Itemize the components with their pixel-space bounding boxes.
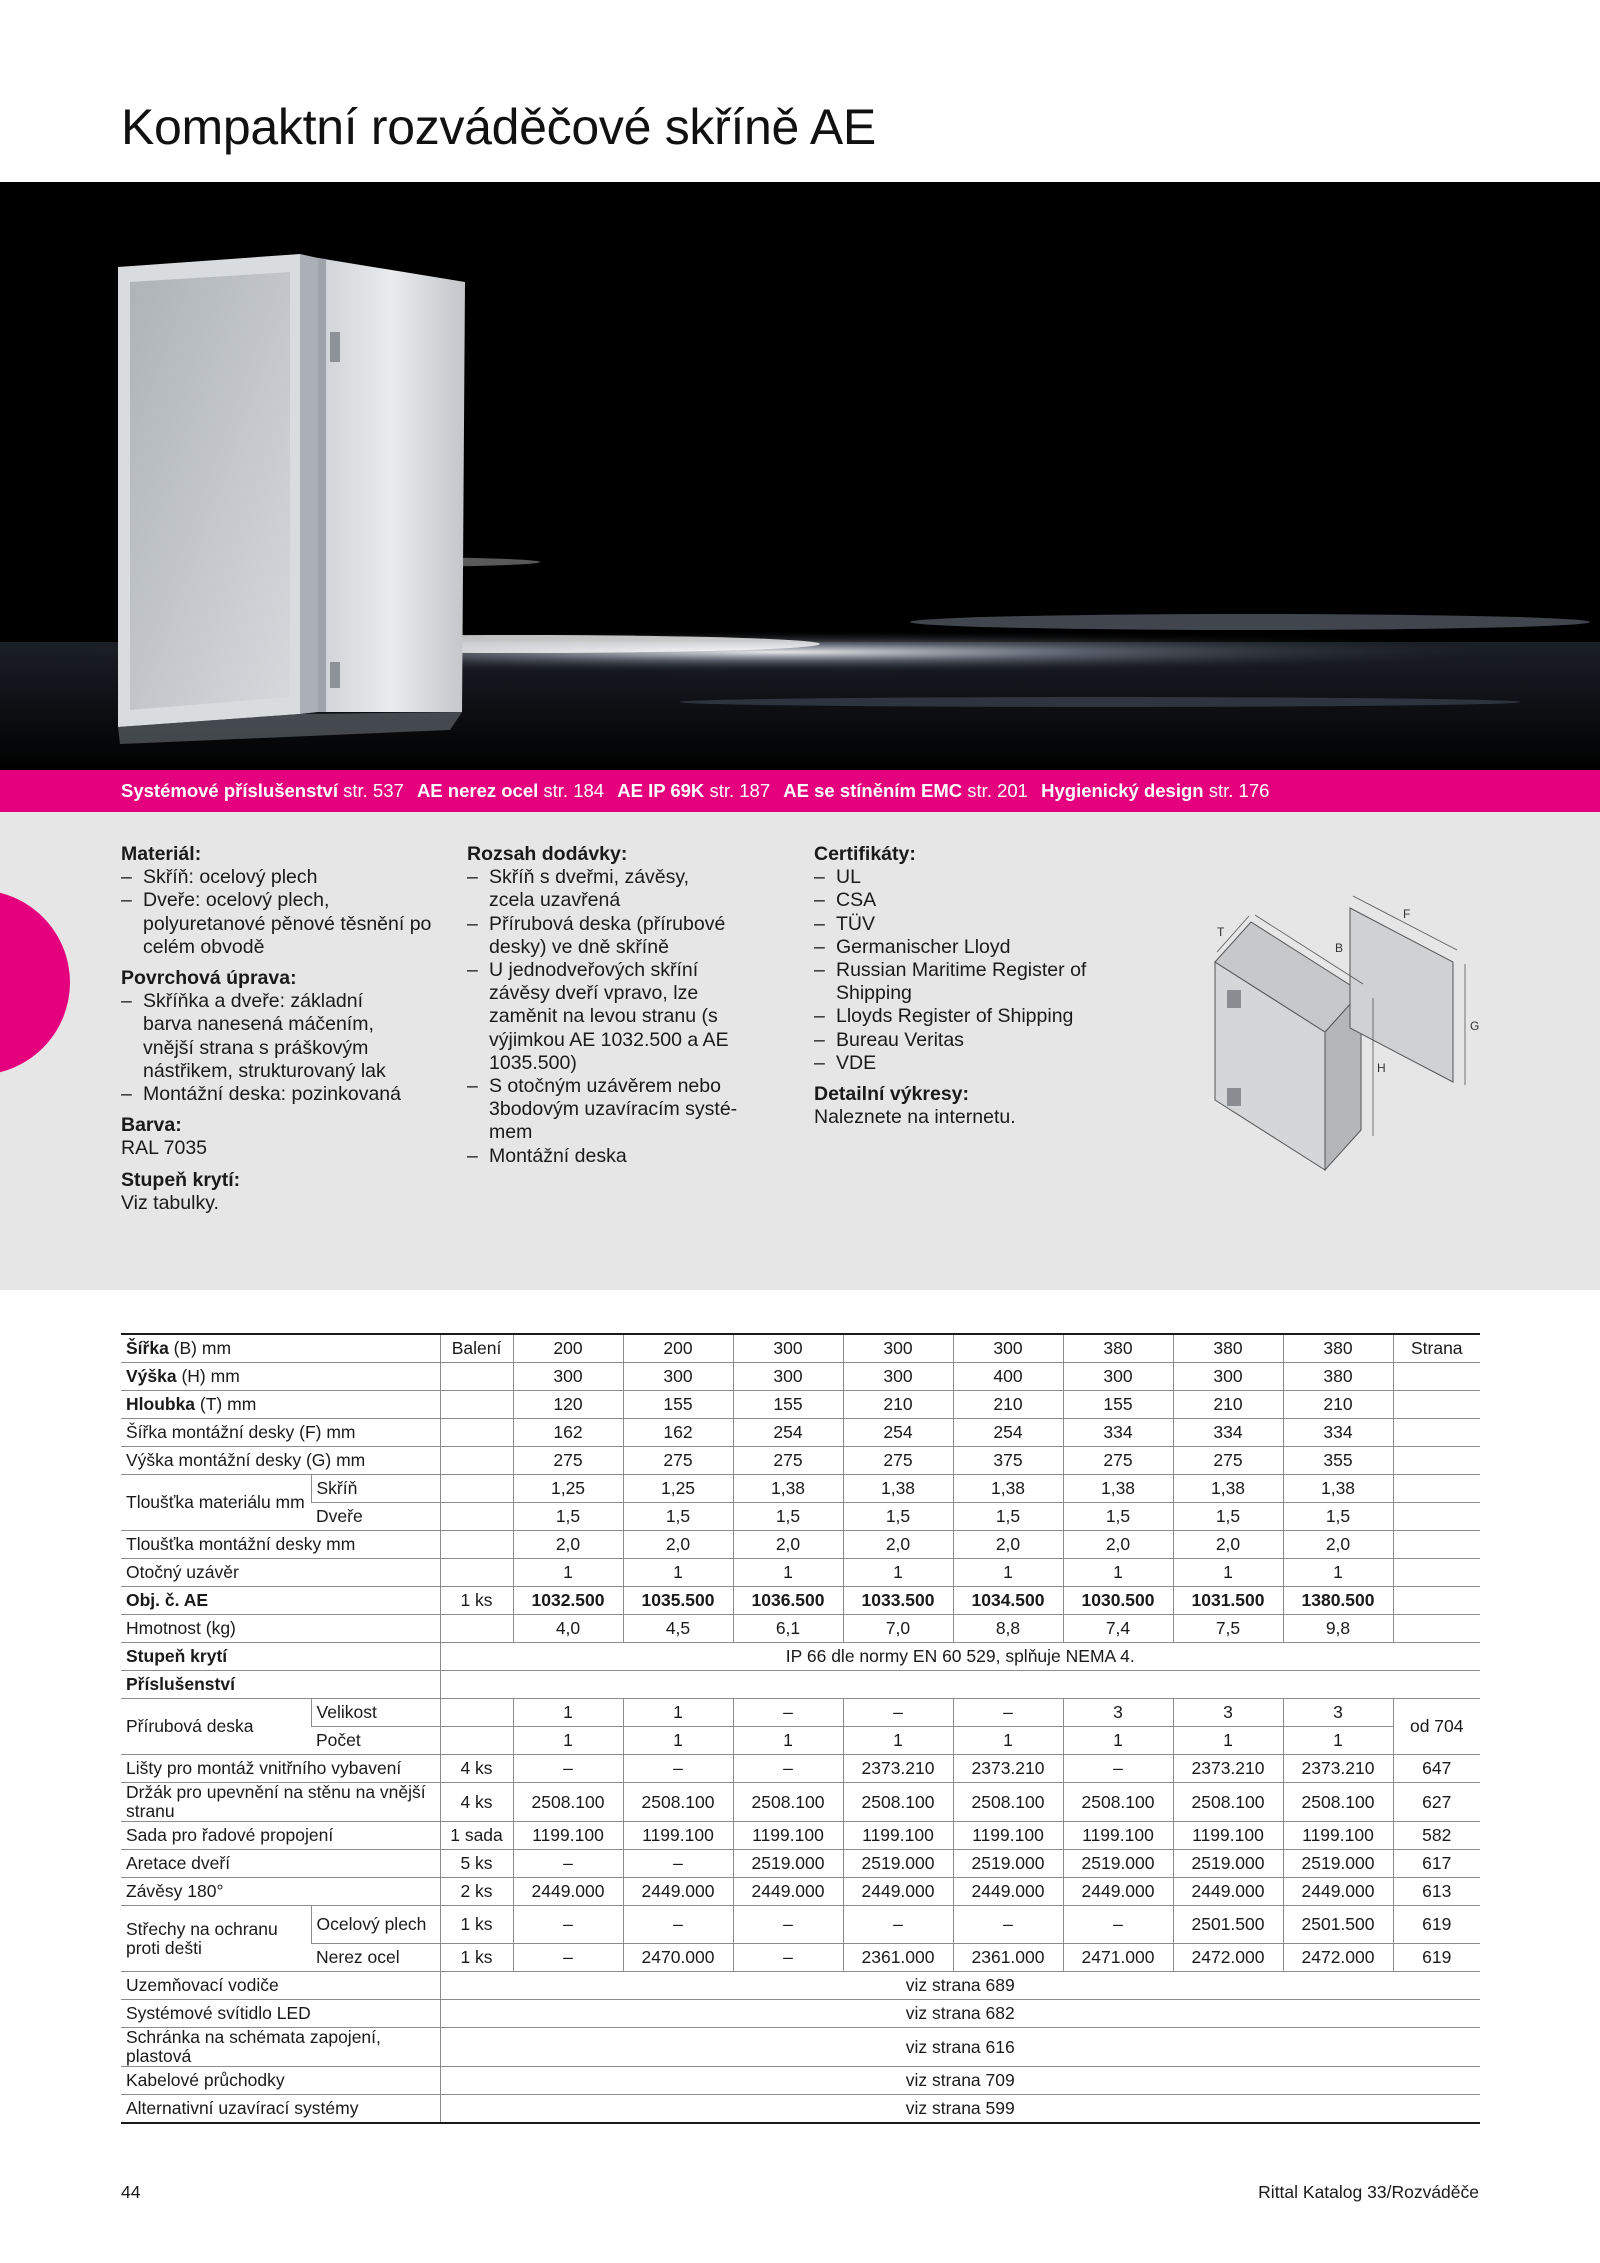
drawings-heading: Detailní výkresy:	[814, 1083, 970, 1106]
lock-icon	[1227, 990, 1241, 1008]
page-title: Kompaktní rozváděčové skříně AE	[121, 99, 876, 155]
table-row: Příslušenství	[121, 1671, 1480, 1699]
table-row: Sada pro řadové propojení 1 sada 1199.100 1199.100 1199.100 1199.100 1199.100 1199.100 1199.100 1199.100 582	[121, 1822, 1480, 1850]
table-row: Hloubka (T) mm 120 155 155 210 210 155 210 210	[121, 1391, 1480, 1419]
table-row: Obj. č. AE 1 ks 1032.500 1035.500 1036.500 1033.500 1034.500 1030.500 1031.500 1380.500	[121, 1587, 1480, 1615]
link-hygienic-design[interactable]: Hygienický design str. 176	[1041, 780, 1270, 801]
info-column-scope	[467, 843, 767, 1168]
table-row: Počet 1 1 1 1 1 1 1 1	[121, 1727, 1480, 1755]
scope-heading: Rozsah dodávky:	[467, 843, 628, 865]
table-row: Výška montážní desky (G) mm 275 275 275 275 375 275 275 355	[121, 1447, 1480, 1475]
table-row: Šířka montážní desky (F) mm 162 162 254 254 254 334 334 334	[121, 1419, 1480, 1447]
list-item: – Skříň s dveřmi, závěsy, zcela uzavřená	[467, 866, 739, 912]
table-row: Nerez ocel 1 ks – 2470.000 – 2361.000 2361.000 2471.000 2472.000 2472.000 619	[121, 1944, 1480, 1972]
table-row: Tloušťka materiálu mm Skříň 1,25 1,25 1,38 1,38 1,38 1,38 1,38 1,38	[121, 1475, 1480, 1503]
list-item: – Lloyds Register of Shipping	[814, 1005, 1134, 1028]
list-item: – Bureau Veritas	[814, 1029, 1134, 1052]
protection-value: Viz tabulky.	[121, 1191, 219, 1214]
link-ae-emc[interactable]: AE se stíněním EMC str. 201	[783, 780, 1028, 801]
list-item: – Přírubová deska (přírubové desky) ve dně skříně	[467, 913, 767, 959]
dim-label-h: H	[1377, 1061, 1386, 1075]
link-ae-ip69k[interactable]: AE IP 69K str. 187	[617, 780, 771, 801]
table-row: Dveře 1,5 1,5 1,5 1,5 1,5 1,5 1,5 1,5	[121, 1503, 1480, 1531]
specification-table	[121, 1333, 1480, 2124]
list-item: – Russian Maritime Register of Shipping	[814, 959, 1116, 1005]
info-column-material	[121, 843, 451, 1223]
protection-heading: Stupeň krytí:	[121, 1168, 241, 1191]
dim-label-g: G	[1470, 1019, 1480, 1033]
table-row: Kabelové průchodky viz strana 709	[121, 2067, 1480, 2095]
table-row: Schránka na schémata zapojení, plastová viz strana 616	[121, 2028, 1480, 2067]
list-item: – TÜV	[814, 913, 1134, 936]
color-value: RAL 7035	[121, 1137, 208, 1160]
drawings-link[interactable]: Naleznete na internetu.	[814, 1106, 1016, 1129]
table-row: Přírubová deska Velikost 1 1 – – – 3 3 3 od 704	[121, 1699, 1480, 1727]
table-row: Hmotnost (kg) 4,0 4,5 6,1 7,0 8,8 7,4 7,5 9,8	[121, 1615, 1480, 1643]
surface-heading: Povrchová úprava:	[121, 967, 297, 990]
table-row: Aretace dveří 5 ks – – 2519.000 2519.000 2519.000 2519.000 2519.000 2519.000 617	[121, 1850, 1480, 1878]
material-heading: Materiál:	[121, 843, 202, 865]
dim-label-f: F	[1403, 907, 1411, 921]
list-item: – Montážní deska: pozinkovaná	[121, 1083, 451, 1106]
enclosure-photo	[0, 182, 1600, 770]
link-ae-stainless[interactable]: AE nerez ocel str. 184	[416, 780, 605, 801]
list-item: – VDE	[814, 1052, 1134, 1075]
page-number: 44	[121, 2182, 141, 2202]
list-item: – Skříň: ocelový plech	[121, 866, 451, 889]
table-row: Výška (H) mm 300 300 300 300 400 300 300 380	[121, 1363, 1480, 1391]
table-row: Tloušťka montážní desky mm 2,0 2,0 2,0 2,0 2,0 2,0 2,0 2,0	[121, 1531, 1480, 1559]
catalog-name: Rittal Katalog 33/Rozváděče	[1258, 2182, 1479, 2202]
table-row: Držák pro upevnění na stěnu na vnější stranu 4 ks 2508.100 2508.100 2508.100 2508.100 2508.100 2508.100 2508.100 2508.100 627	[121, 1783, 1480, 1822]
list-item: – CSA	[814, 889, 1134, 912]
link-system-accessories[interactable]: Systémové příslušenství str. 537	[121, 780, 404, 801]
dim-label-b: B	[1335, 941, 1344, 955]
table-row: Alternativní uzavírací systémy viz strana 599	[121, 2095, 1480, 2124]
lock-icon	[1227, 1088, 1241, 1106]
list-item: – S otočným uzávěrem nebo 3bodovým uzavíracím systé- mem	[467, 1075, 774, 1145]
table-row: Uzemňovací vodiče viz strana 689	[121, 1972, 1480, 2000]
dimension-diagram	[1195, 860, 1495, 1180]
list-item: – Germanischer Lloyd	[814, 936, 1134, 959]
table-row: Stupeň krytí IP 66 dle normy EN 60 529, splňuje NEMA 4.	[121, 1643, 1480, 1671]
certificates-heading: Certifikáty:	[814, 843, 916, 865]
table-row: Závěsy 180° 2 ks 2449.000 2449.000 2449.000 2449.000 2449.000 2449.000 2449.000 2449.000 613	[121, 1878, 1480, 1906]
dim-label-t: T	[1217, 925, 1225, 939]
table-row: Šířka (B) mm Balení 200 200 300 300 300 380 380 380 Strana	[121, 1334, 1480, 1363]
list-item: – U jednodveřových skříní závěsy dveří vpravo, lze zaměnit na levou stranu (s výjimkou AE 1032.500 a AE 1035.500)	[467, 959, 744, 1075]
table-row: Otočný uzávěr 1 1 1 1 1 1 1 1	[121, 1559, 1480, 1587]
list-item: – Montážní deska	[467, 1145, 767, 1168]
list-item: – Skříňka a dveře: základní barva nanesená máčením, vnější strana s práškovým nástřikem, strukturovaný lak	[121, 990, 393, 1083]
list-item: – Dveře: ocelový plech, polyuretanové pěnové těsnění po celém obvodě	[121, 889, 451, 959]
table-row: Systémové svítidlo LED viz strana 682	[121, 2000, 1480, 2028]
table-row: Lišty pro montáž vnitřního vybavení 4 ks – – – 2373.210 2373.210 – 2373.210 2373.210 647	[121, 1755, 1480, 1783]
info-column-certificates	[814, 843, 1134, 1129]
hero-image	[0, 182, 1600, 770]
table-row: Střechy na ochranu proti dešti Ocelový plech 1 ks – – – – – – 2501.500 2501.500 619	[121, 1906, 1480, 1944]
related-links-bar	[0, 770, 1600, 812]
list-item: – UL	[814, 866, 1134, 889]
color-heading: Barva:	[121, 1114, 182, 1137]
